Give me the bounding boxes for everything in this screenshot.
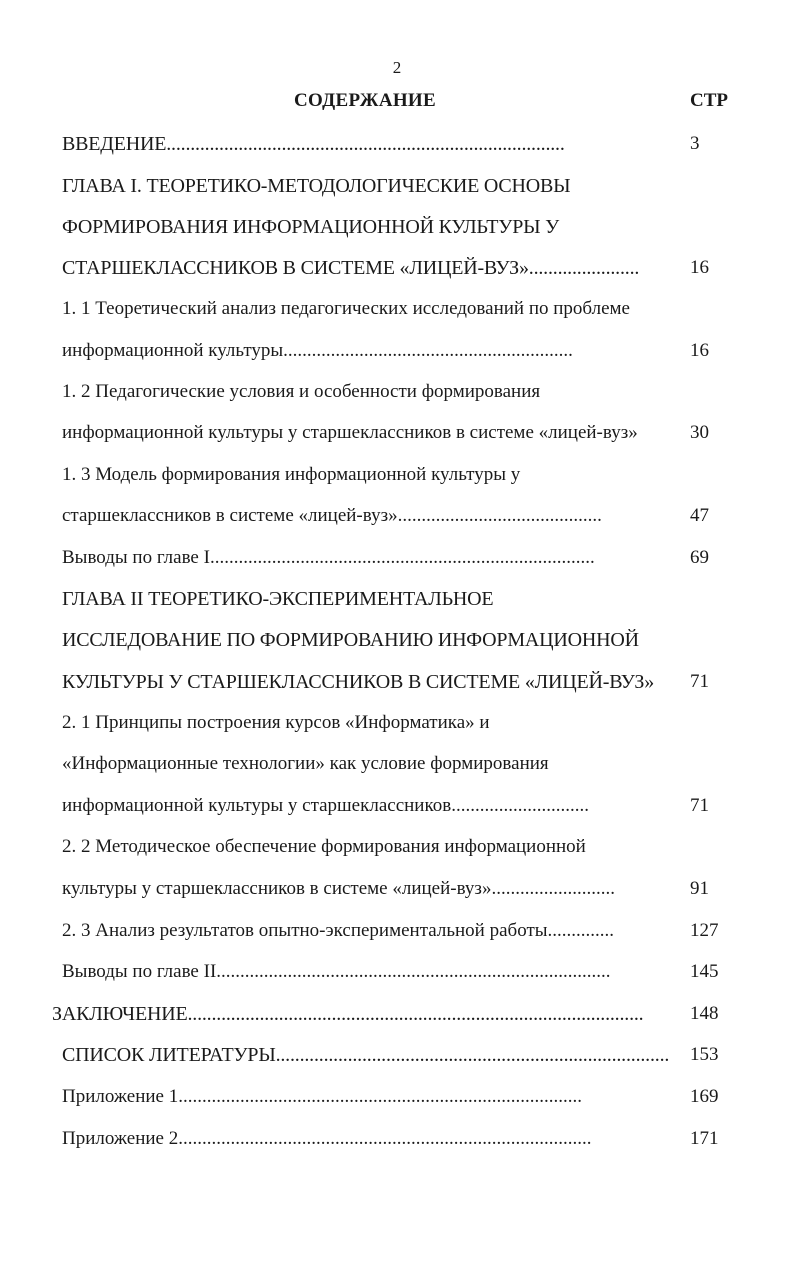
toc-entry-chapter-1-line-3: СТАРШЕКЛАССНИКОВ В СИСТЕМЕ «ЛИЦЕЙ-ВУЗ».......................: [62, 257, 640, 279]
toc-page-number: 3: [690, 133, 700, 154]
toc-page-number: 171: [690, 1128, 719, 1149]
toc-entry-section-1-3-line-1: 1. 3 Модель формирования информационной культуры у: [62, 464, 521, 485]
toc-entry-section-2-1-line-1: 2. 1 Принципы построения курсов «Информатика» и: [62, 712, 490, 733]
toc-page-number: 30: [690, 422, 709, 443]
toc-entry-chapter-2-line-2: ИССЛЕДОВАНИЕ ПО ФОРМИРОВАНИЮ ИНФОРМАЦИОННОЙ: [62, 629, 639, 651]
toc-entry-chapter-2-line-3: КУЛЬТУРЫ У СТАРШЕКЛАССНИКОВ В СИСТЕМЕ «ЛИЦЕЙ-ВУЗ»: [62, 671, 655, 693]
toc-entry-conclusion: ЗАКЛЮЧЕНИЕ...............................................................................................: [52, 1003, 644, 1025]
toc-entry-conclusions-chapter-2: Выводы по главе II...................................................................................: [62, 961, 611, 982]
toc-page-number: 145: [690, 961, 719, 982]
page-number: 2: [392, 58, 402, 77]
toc-page-number: 169: [690, 1086, 719, 1107]
toc-entry-section-2-1-line-2: «Информационные технологии» как условие формирования: [62, 753, 549, 774]
toc-page-number: 69: [690, 547, 709, 568]
toc-entry-section-1-3-line-2: старшеклассников в системе «лицей-вуз»...........................................: [62, 505, 602, 526]
toc-entry-conclusions-chapter-1: Выводы по главе I.................................................................................: [62, 547, 595, 568]
toc-entry-chapter-2-line-1: ГЛАВА II ТЕОРЕТИКО-ЭКСПЕРИМЕНТАЛЬНОЕ: [62, 588, 494, 610]
toc-entry-section-1-2-line-2: информационной культуры у старшеклассников в системе «лицей-вуз»: [62, 422, 638, 443]
toc-entry-section-1-2-line-1: 1. 2 Педагогические условия и особенности формирования: [62, 381, 541, 402]
toc-entry-section-2-2-line-2: культуры у старшеклассников в системе «лицей-вуз»..........................: [62, 878, 615, 899]
toc-page-number: 153: [690, 1044, 719, 1065]
toc-page-number: 91: [690, 878, 709, 899]
toc-entry-introduction: ВВЕДЕНИЕ...................................................................................: [62, 133, 565, 155]
toc-page-number: 47: [690, 505, 709, 526]
toc-entry-section-1-1-line-1: 1. 1 Теоретический анализ педагогических исследований по проблеме: [62, 298, 630, 319]
toc-entry-section-2-1-line-3: информационной культуры у старшеклассников.............................: [62, 795, 589, 816]
toc-entry-section-2-2-line-1: 2. 2 Методическое обеспечение формирования информационной: [62, 836, 586, 857]
toc-page-number: 71: [690, 671, 709, 692]
toc-title: СОДЕРЖАНИЕ: [294, 90, 436, 111]
toc-entry-chapter-1-line-1: ГЛАВА I. ТЕОРЕТИКО-МЕТОДОЛОГИЧЕСКИЕ ОСНОВЫ: [62, 175, 571, 197]
toc-entry-appendix-2: Приложение 2.......................................................................................: [62, 1128, 592, 1149]
toc-page-number: 71: [690, 795, 709, 816]
toc-entry-bibliography: СПИСОК ЛИТЕРАТУРЫ..................................................................................: [62, 1044, 670, 1066]
toc-page-number: 16: [690, 257, 709, 278]
toc-page-number: 127: [690, 920, 719, 941]
toc-page-number: 16: [690, 340, 709, 361]
page-column-header: СТР: [690, 90, 728, 111]
toc-entry-section-1-1-line-2: информационной культуры.............................................................: [62, 340, 573, 361]
toc-page-number: 148: [690, 1003, 719, 1024]
toc-entry-appendix-1: Приложение 1.....................................................................................: [62, 1086, 582, 1107]
toc-entry-chapter-1-line-2: ФОРМИРОВАНИЯ ИНФОРМАЦИОННОЙ КУЛЬТУРЫ У: [62, 216, 560, 238]
toc-entry-section-2-3: 2. 3 Анализ результатов опытно-экспериментальной работы..............: [62, 920, 615, 941]
